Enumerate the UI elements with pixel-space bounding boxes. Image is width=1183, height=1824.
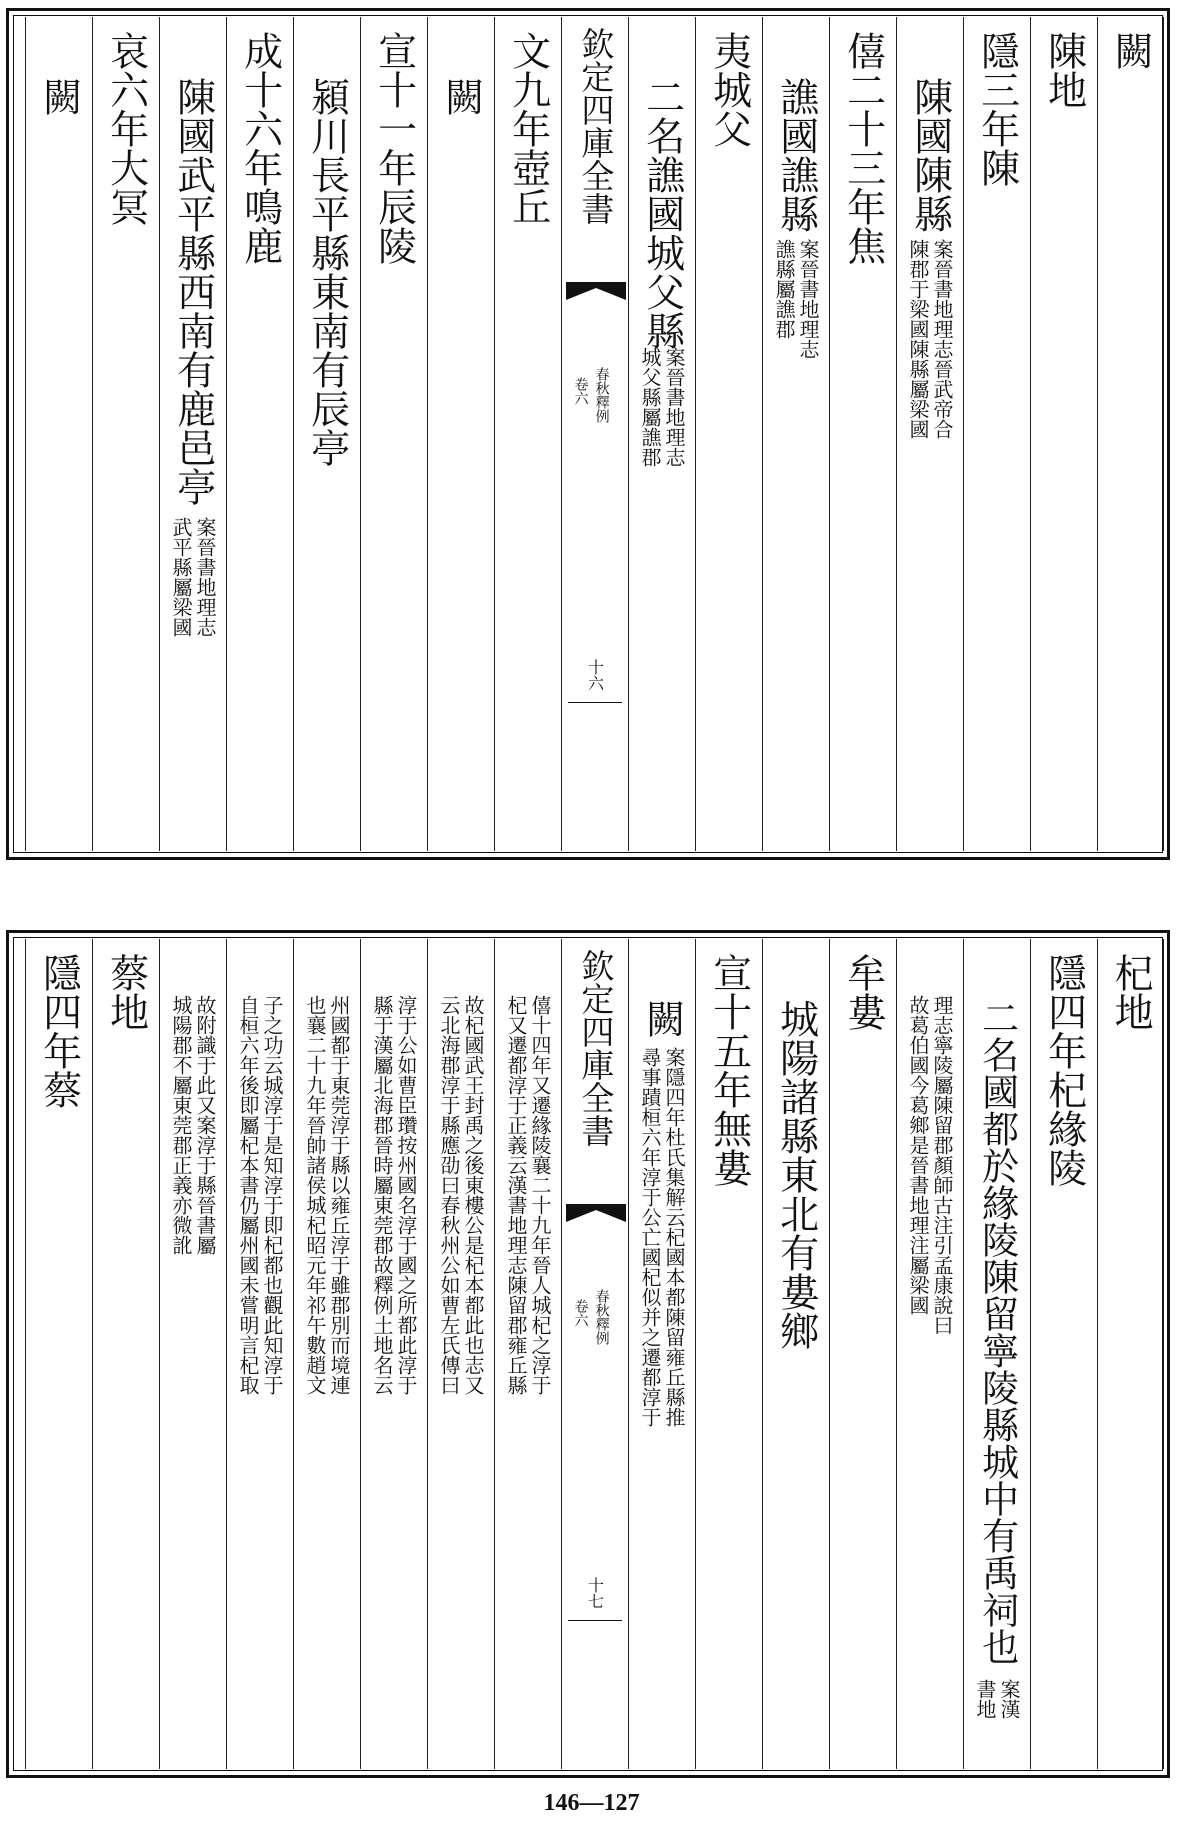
annotation-left: 書地 xyxy=(973,1679,997,1719)
annotation-left: 云北海郡淳于縣應劭曰春秋州公如曹左氏傳曰 xyxy=(437,995,461,1395)
entry-heading: 隱三年陳 xyxy=(974,31,1020,187)
leaf-number: 十七 xyxy=(585,1577,605,1609)
entry-heading: 隱四年杞緣陵 xyxy=(1041,953,1087,1187)
main-text: 二名譙國城父縣 xyxy=(639,77,685,350)
volume-label: 卷六 xyxy=(572,1299,589,1327)
annotation-right: 州國都于東莞淳于縣以雍丘淳于雖郡別而境連 xyxy=(327,995,351,1395)
annotation-pair xyxy=(774,239,818,359)
column-que-note xyxy=(628,939,695,1769)
book-subtitle: 春秋釋例 xyxy=(593,367,610,423)
section-heading: 蔡地 xyxy=(103,953,149,1031)
annotation-left: 陳郡于梁國陳縣屬梁國 xyxy=(906,239,930,439)
column-annotation xyxy=(360,939,427,1769)
entry-heading: 僖二十三年焦 xyxy=(840,31,886,265)
annotation-left: 故葛伯國今葛鄉是晉書地理注屬梁國 xyxy=(906,995,930,1315)
entry-heading: 成十六年鳴鹿 xyxy=(237,31,283,265)
bottom-page-panel xyxy=(6,930,1170,1778)
annotation-right: 淳于公如曹臣瓚按州國名淳于國之所都此淳于 xyxy=(394,995,418,1395)
main-text: 潁川長平縣東南有辰亭 xyxy=(304,77,350,467)
column-mou-lou xyxy=(829,939,896,1769)
column-annotation xyxy=(226,939,293,1769)
main-text: 譙國譙縣 xyxy=(773,77,819,233)
fishtail-mark-icon xyxy=(566,282,626,300)
annotation-right: 理志寧陵屬陳留郡顏師古注引孟康說曰 xyxy=(930,995,954,1335)
entry-heading: 哀六年大冥 xyxy=(103,31,149,226)
main-text: 城陽諸縣東北有婁鄉 xyxy=(773,999,819,1350)
section-heading: 杞地 xyxy=(1108,953,1154,1031)
annotation-pair xyxy=(975,1679,1019,1719)
column-cheng-shiliu xyxy=(226,17,293,851)
annotation-right: 子之功云城淳于是知淳于即杞都也觀此知淳于 xyxy=(260,995,284,1395)
center-fold-column xyxy=(561,17,628,851)
column-yin-san-nian xyxy=(963,17,1030,851)
annotation-right: 僖十四年又遷緣陵襄二十九年晉人城杞之淳于 xyxy=(528,995,552,1395)
column-qi-di xyxy=(1097,939,1164,1769)
annotation-right: 案晉書地理志 xyxy=(193,517,217,637)
column-xuan-shiwu xyxy=(695,939,762,1769)
annotation-left: 尋事蹟桓六年淳于公亡國杞似并之遷都淳于 xyxy=(638,1047,662,1427)
annotation-pair xyxy=(171,517,215,637)
annotation-pair xyxy=(908,239,952,439)
annotation-left: 城陽郡不屬東莞郡正義亦微訛 xyxy=(169,995,193,1255)
column-que xyxy=(1097,17,1164,851)
annotation-right: 案漢 xyxy=(997,1679,1021,1719)
annotation-left: 杞又遷都淳于正義云漢書地理志陳留郡雍丘縣 xyxy=(504,995,528,1395)
volume-label: 卷六 xyxy=(572,377,589,405)
annotation-right: 案晉書地理志晉武帝合 xyxy=(930,239,954,439)
book-title: 欽定四庫全書 xyxy=(576,27,616,225)
annotation-left: 譙縣屬譙郡 xyxy=(772,239,796,339)
annotation-right: 案晉書地理志 xyxy=(796,239,820,359)
column-erming xyxy=(628,17,695,851)
main-text: 闕 xyxy=(36,77,82,116)
annotation-pair xyxy=(506,995,550,1395)
column-xuan-shiyi xyxy=(360,17,427,851)
annotation-pair xyxy=(372,995,416,1395)
annotation-pair xyxy=(439,995,483,1395)
top-page-panel xyxy=(6,8,1170,860)
column-wen-jiu-nian xyxy=(494,17,561,851)
column-chengyang xyxy=(762,939,829,1769)
column-ai-liu-nian xyxy=(92,17,159,851)
annotation-pair xyxy=(640,1047,684,1427)
column-chen-guo xyxy=(896,17,963,851)
page-number: 146—127 xyxy=(543,1790,640,1816)
fishtail-mark-icon xyxy=(566,1204,626,1222)
leaf-rule xyxy=(568,1620,622,1621)
entry-heading: 宣十一年辰陵 xyxy=(371,31,417,265)
entry-heading: 宣十五年無婁 xyxy=(706,953,752,1187)
column-annotation xyxy=(494,939,561,1769)
section-heading: 陳地 xyxy=(1041,31,1087,109)
column-chen-di xyxy=(1030,17,1097,851)
column-chen-guo-wuping xyxy=(159,17,226,851)
main-text: 闕 xyxy=(1108,31,1154,70)
column-yi-chengfu xyxy=(695,17,762,851)
entry-heading: 夷城父 xyxy=(706,31,752,148)
main-text: 陳國陳縣 xyxy=(907,77,953,233)
book-subtitle: 春秋釋例 xyxy=(593,1289,610,1345)
column-erming-qi xyxy=(963,939,1030,1769)
annotation-pair xyxy=(305,995,349,1395)
entry-heading: 牟婁 xyxy=(840,953,886,1031)
annotation-pair xyxy=(238,995,282,1395)
annotation-pair xyxy=(908,995,952,1335)
annotation-left: 也襄二十九年晉帥諸侯城杞昭元年祁午數趙文 xyxy=(303,995,327,1395)
annotation-pair xyxy=(171,995,215,1255)
main-text: 闕 xyxy=(639,999,685,1038)
column-que-2 xyxy=(427,17,494,851)
main-text: 二名國都於緣陵陳留寧陵縣城中有禹祠也 xyxy=(975,999,1019,1665)
main-text: 陳國武平縣西南有鹿邑亭 xyxy=(170,77,216,506)
leaf-rule xyxy=(568,702,622,703)
entry-heading: 文九年壺丘 xyxy=(505,31,551,226)
column-annotation xyxy=(293,939,360,1769)
column-annotation xyxy=(159,939,226,1769)
annotation-left: 縣于漢屬北海郡晉時屬東莞郡故釋例土地名云 xyxy=(370,995,394,1395)
leaf-number: 十六 xyxy=(585,659,605,691)
column-qiao-guo xyxy=(762,17,829,851)
annotation-left: 自桓六年後即屬杞本書仍屬州國未嘗明言杞取 xyxy=(236,995,260,1395)
column-cai-di xyxy=(92,939,159,1769)
column-yingchuan xyxy=(293,17,360,851)
entry-heading: 隱四年蔡 xyxy=(36,953,82,1109)
column-yin-si-cai xyxy=(25,939,92,1769)
center-fold-column xyxy=(561,939,628,1769)
annotation-right: 故杞國武王封禹之後東樓公是杞本都此也志又 xyxy=(461,995,485,1395)
annotation-right: 故附識于此又案淳于縣晉書屬 xyxy=(193,995,217,1255)
annotation-pair xyxy=(640,347,684,467)
column-annotation xyxy=(896,939,963,1769)
book-title: 欽定四庫全書 xyxy=(576,949,616,1147)
column-yin-si-qi xyxy=(1030,939,1097,1769)
annotation-right: 案隱四年杜氏集解云杞國本都陳留雍丘縣推 xyxy=(662,1047,686,1427)
column-que-3 xyxy=(25,17,92,851)
annotation-right: 案晉書地理志 xyxy=(662,347,686,467)
column-xi-ershisan xyxy=(829,17,896,851)
annotation-left: 武平縣屬梁國 xyxy=(169,517,193,637)
main-text: 闕 xyxy=(438,77,484,116)
column-annotation xyxy=(427,939,494,1769)
annotation-left: 城父縣屬譙郡 xyxy=(638,347,662,467)
